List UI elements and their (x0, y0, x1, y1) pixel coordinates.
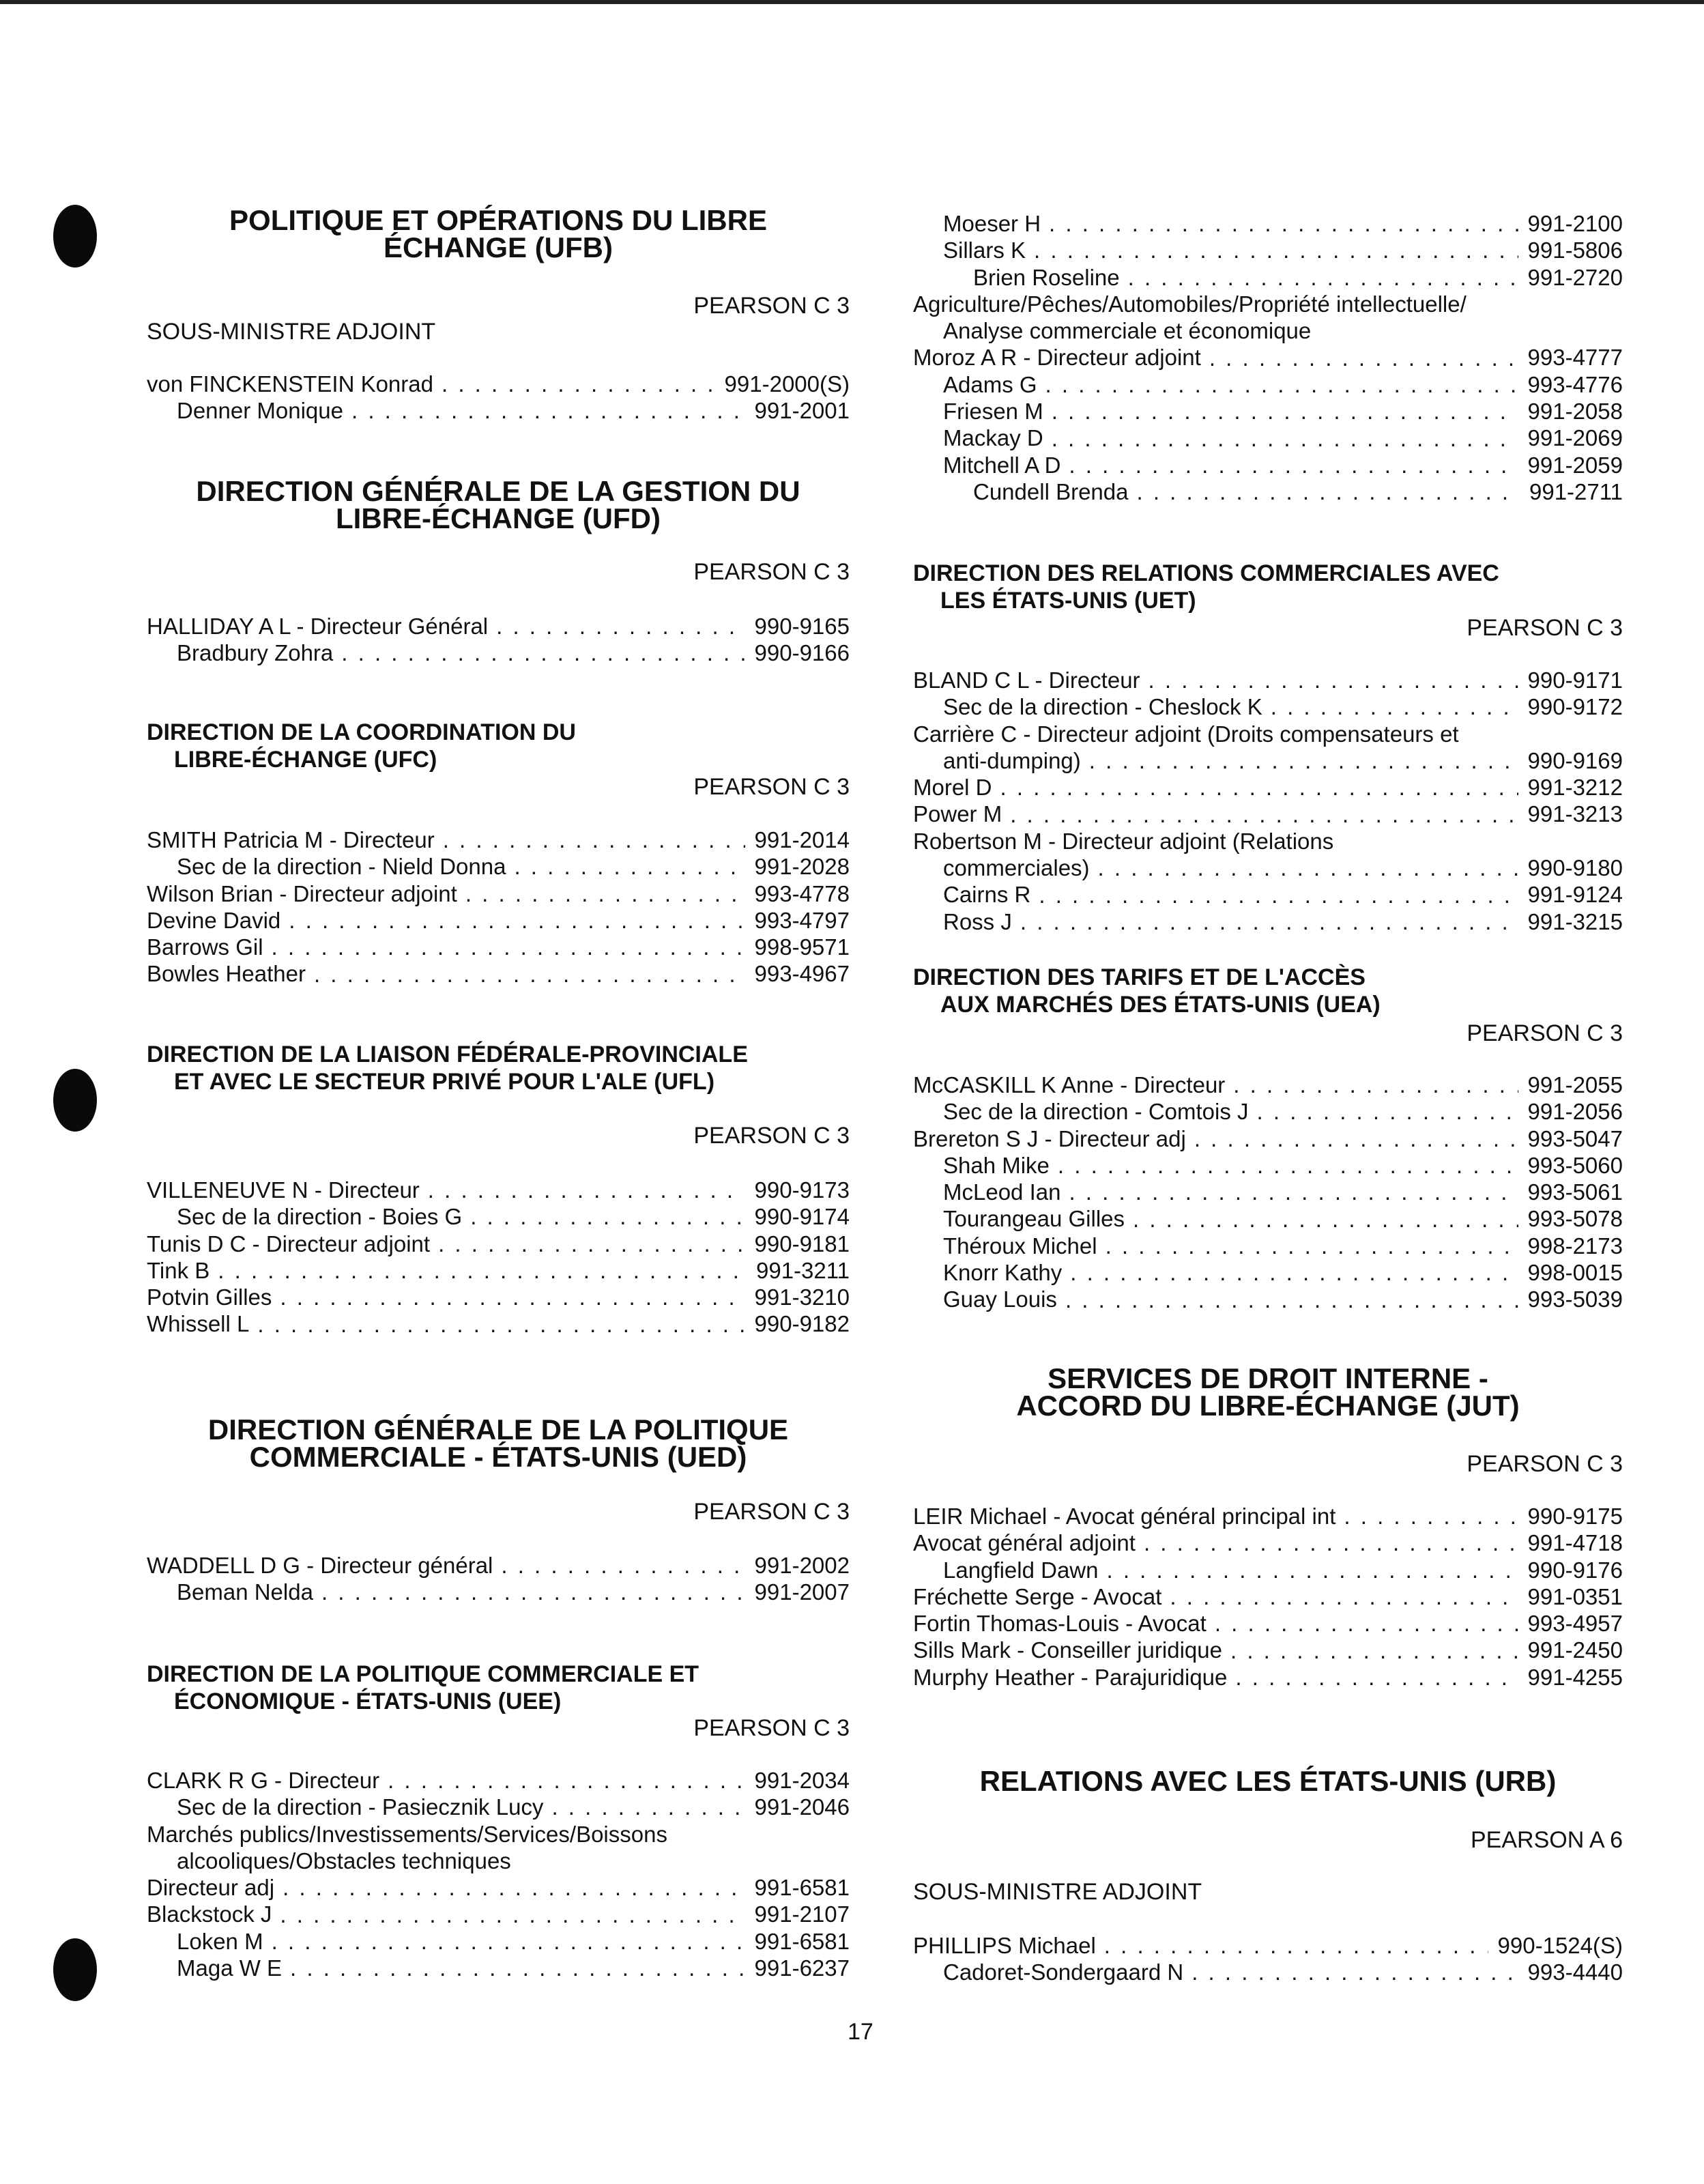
entry-name: Agriculture/Pêches/Automobiles/Propriété intellectuelle/ (913, 291, 1467, 317)
entry-phone: 993-4777 (1527, 345, 1623, 371)
building-ued: PEARSON C 3 (693, 1499, 850, 1525)
directory-entry (913, 801, 1623, 827)
section-heading-ufb: POLITIQUE ET OPÉRATIONS DU LIBRE ÉCHANGE (UFB) (229, 204, 767, 263)
entry-name: Marchés publics/Investissements/Services/Boissons (147, 1821, 667, 1847)
entry-name: Sec de la direction - Pasiecznik Lucy (177, 1794, 544, 1820)
entry-name: Wilson Brian - Directeur adjoint (147, 880, 457, 906)
entry-name: anti-dumping) (943, 747, 1081, 773)
dot-leader (1344, 1503, 1518, 1529)
entries-uee (147, 1767, 850, 1981)
dot-leader (1069, 452, 1518, 478)
entry-phone: 991-3211 (755, 1257, 850, 1283)
directory-entry (147, 1874, 850, 1901)
entry-phone: 990-9173 (754, 1177, 850, 1203)
entry-name: Sec de la direction - Boies G (177, 1204, 463, 1230)
entry-name: Adams G (943, 371, 1037, 397)
entry-name: Fortin Thomas-Louis - Avocat (913, 1611, 1207, 1637)
dot-leader (1209, 345, 1518, 371)
entry-phone: 990-9169 (1527, 747, 1623, 773)
dot-leader (470, 1203, 745, 1230)
directory-entry (147, 613, 850, 640)
dot-leader (1089, 747, 1518, 774)
entry-phone: 993-5039 (1527, 1287, 1623, 1312)
entry-name: Blackstock J (147, 1901, 272, 1927)
entry-name: Knorr Kathy (943, 1260, 1063, 1286)
entry-phone: 991-2001 (754, 398, 850, 424)
entry-name: von FINCKENSTEIN Konrad (147, 371, 433, 397)
dot-leader (1107, 1557, 1518, 1583)
entries-ufd (147, 613, 850, 667)
entry-phone: 990-9181 (754, 1231, 850, 1256)
directory-entry (147, 1821, 850, 1848)
directory-entry (147, 1848, 850, 1874)
entry-name: Sec de la direction - Cheslock K (943, 694, 1262, 720)
entry-name: Shah Mike (943, 1152, 1050, 1178)
entries-ufl (147, 1177, 850, 1338)
section-heading-ued: DIRECTION GÉNÉRALE DE LA POLITIQUE COMMERCIALE - ÉTATS-UNIS (UED) (207, 1413, 789, 1473)
entry-name: Maga W E (177, 1955, 283, 1981)
directory-entry (913, 1637, 1623, 1663)
dot-leader (1170, 1583, 1518, 1610)
entry-phone: 991-2450 (1527, 1637, 1623, 1663)
building-ufb: PEARSON C 3 (693, 293, 850, 319)
entry-name: Barrows Gil (147, 934, 263, 960)
dot-leader (272, 1928, 745, 1955)
entry-name: Analyse commerciale et économique (943, 318, 1312, 344)
directory-entry (913, 1072, 1623, 1098)
dot-leader (1106, 1233, 1518, 1259)
entry-phone: 991-6581 (754, 1875, 850, 1901)
dot-leader (1149, 667, 1518, 693)
directory-entry (913, 344, 1623, 371)
dot-leader (514, 853, 745, 880)
section-heading-urb: RELATIONS AVEC LES ÉTATS-UNIS (URB) (979, 1765, 1557, 1797)
entry-phone: 991-0351 (1527, 1583, 1623, 1609)
dot-leader (1144, 1529, 1518, 1556)
directory-entry (913, 881, 1623, 908)
building-uea: PEARSON C 3 (1467, 1020, 1623, 1046)
entry-name: Langfield Dawn (943, 1557, 1099, 1583)
entry-phone: 991-6581 (754, 1928, 850, 1954)
directory-entry (913, 264, 1623, 291)
directory-entry (913, 210, 1623, 237)
dot-leader (272, 934, 745, 960)
entries-uet (913, 667, 1623, 935)
directory-entry (913, 1233, 1623, 1259)
entry-name: BLAND C L - Directeur (913, 667, 1140, 693)
entries-urb (913, 1932, 1623, 1986)
directory-entry (913, 774, 1623, 801)
building-uet: PEARSON C 3 (1467, 615, 1623, 641)
dot-leader (1133, 1206, 1518, 1233)
entry-phone: 993-5047 (1527, 1125, 1623, 1151)
entry-name: Morel D (913, 775, 992, 801)
dot-leader (465, 880, 745, 907)
punch-hole-bottom (53, 1938, 97, 2001)
entry-phone: 991-2007 (754, 1579, 850, 1605)
punch-hole-middle (53, 1069, 97, 1132)
entry-name: Cundell Brenda (973, 478, 1129, 504)
entry-name: Théroux Michel (943, 1233, 1097, 1259)
entry-name: SMITH Patricia M - Directeur (147, 827, 435, 852)
entry-name: WADDELL D G - Directeur général (147, 1553, 493, 1578)
entries-ued (147, 1552, 850, 1606)
entry-phone: 991-4255 (1527, 1664, 1623, 1690)
dot-leader (501, 1552, 745, 1579)
directory-entry (913, 1205, 1623, 1232)
dot-leader (1069, 1179, 1518, 1205)
dot-leader (1000, 774, 1518, 801)
entry-name: Guay Louis (943, 1287, 1057, 1312)
directory-entry (147, 1579, 850, 1605)
dot-leader (1039, 882, 1518, 908)
entry-phone: 990-9175 (1527, 1504, 1623, 1529)
entry-phone: 998-0015 (1527, 1260, 1623, 1286)
directory-entry (913, 1098, 1623, 1125)
entry-phone: 990-9166 (754, 640, 850, 666)
dot-leader (442, 371, 715, 397)
dot-leader (1070, 1259, 1518, 1286)
entry-phone: 993-5061 (1527, 1179, 1623, 1205)
directory-entry (913, 1664, 1623, 1691)
entry-name: Loken M (177, 1928, 263, 1954)
entries-jut (913, 1503, 1623, 1691)
section-heading-uee: DIRECTION DE LA POLITIQUE COMMERCIALE ET ÉCONOMIQUE - ÉTATS-UNIS (UEE) (147, 1661, 699, 1714)
entry-phone: 991-2711 (1529, 478, 1623, 504)
dot-leader (428, 1177, 745, 1203)
directory-entry (147, 1257, 850, 1284)
entries-continued (913, 210, 1623, 505)
directory-entry (913, 1286, 1623, 1312)
entry-name: Brereton S J - Directeur adj (913, 1125, 1186, 1151)
entries-ufb (147, 371, 850, 425)
entry-name: Tourangeau Gilles (943, 1206, 1125, 1232)
directory-entry (147, 1794, 850, 1820)
directory-entry (147, 853, 850, 880)
directory-entry (913, 398, 1623, 425)
entry-name: Sec de la direction - Comtois J (943, 1099, 1249, 1125)
directory-entry (147, 1310, 850, 1337)
entry-name: Tunis D C - Directeur adjoint (147, 1231, 431, 1256)
building-ufd: PEARSON C 3 (693, 559, 850, 585)
dot-leader (351, 397, 745, 424)
entry-name: Moeser H (943, 211, 1041, 236)
directory-entry (913, 667, 1623, 693)
entry-phone: 991-2055 (1527, 1072, 1623, 1097)
directory-entry (913, 1152, 1623, 1179)
directory-entry (147, 880, 850, 907)
directory-entry (913, 693, 1623, 720)
section-heading-ufl: DIRECTION DE LA LIAISON FÉDÉRALE-PROVINCIALE ET AVEC LE SECTEUR PRIVÉ POUR L'ALE (UFL) (147, 1041, 748, 1095)
directory-entry (913, 1259, 1623, 1286)
entry-phone: 990-9176 (1527, 1557, 1623, 1583)
directory-entry (147, 827, 850, 853)
entry-phone: 991-3212 (1527, 775, 1623, 801)
directory-entry (147, 1767, 850, 1794)
directory-entry (913, 747, 1623, 774)
directory-entry (913, 854, 1623, 881)
entry-name: Ross J (943, 908, 1012, 934)
dot-leader (1020, 908, 1518, 935)
section-heading-uea: DIRECTION DES TARIFS ET DE L'ACCÈS AUX MARCHÉS DES ÉTATS-UNIS (UEA) (913, 964, 1381, 1018)
entry-phone: 991-2014 (754, 827, 850, 852)
dot-leader (443, 827, 745, 853)
section-heading-uet: DIRECTION DES RELATIONS COMMERCIALES AVEC LES ÉTATS-UNIS (UET) (913, 560, 1499, 614)
entry-name: VILLENEUVE N - Directeur (147, 1177, 420, 1203)
entry-name: Brien Roseline (973, 264, 1120, 290)
dot-leader (1192, 1959, 1518, 1985)
entry-phone: 991-2046 (754, 1794, 850, 1820)
dot-leader (1052, 398, 1518, 425)
dot-leader (1098, 854, 1518, 881)
entry-phone: 993-4967 (754, 961, 850, 987)
directory-entry (147, 960, 850, 987)
directory-entry (147, 1955, 850, 1981)
entry-phone: 998-2173 (1527, 1233, 1623, 1259)
entry-phone: 991-2100 (1527, 211, 1623, 236)
entry-phone: 990-9180 (1527, 855, 1623, 881)
dot-leader (321, 1579, 745, 1605)
building-uee: PEARSON C 3 (693, 1715, 850, 1741)
dot-leader (289, 907, 745, 934)
directory-entry (147, 1901, 850, 1927)
entry-phone: 990-9165 (754, 614, 850, 639)
entry-name: Friesen M (943, 399, 1043, 425)
directory-entry (913, 478, 1623, 505)
directory-entry (147, 397, 850, 424)
dot-leader (551, 1794, 745, 1820)
entry-name: McCASKILL K Anne - Directeur (913, 1072, 1226, 1097)
entries-uea (913, 1072, 1623, 1313)
entry-name: McLeod Ian (943, 1179, 1061, 1205)
directory-entry (913, 1610, 1623, 1637)
building-ufl: PEARSON C 3 (693, 1123, 850, 1149)
entry-phone: 990-9174 (754, 1204, 850, 1230)
directory-entry (913, 1503, 1623, 1529)
label-sous-ministre-urb: SOUS-MINISTRE ADJOINT (913, 1879, 1202, 1905)
entry-name: Potvin Gilles (147, 1284, 272, 1310)
entry-name: Devine David (147, 907, 281, 933)
dot-leader (496, 613, 745, 640)
dot-leader (1215, 1610, 1518, 1637)
entry-name: Whissell L (147, 1311, 250, 1337)
building-jut: PEARSON C 3 (1467, 1451, 1623, 1477)
entry-name: Avocat général adjoint (913, 1530, 1136, 1556)
entry-phone: 991-2034 (754, 1768, 850, 1793)
dot-leader (1052, 425, 1518, 452)
entry-phone: 993-5078 (1527, 1206, 1623, 1232)
entry-phone: 998-9571 (754, 934, 850, 960)
directory-entry (913, 237, 1623, 263)
entry-name: Sills Mark - Conseiller juridique (913, 1637, 1222, 1663)
entry-name: Sillars K (943, 238, 1026, 263)
entry-phone: 991-2720 (1527, 264, 1623, 290)
section-heading-ufd: DIRECTION GÉNÉRALE DE LA GESTION DU LIBRE-ÉCHANGE (UFD) (196, 475, 800, 534)
directory-entry (147, 1284, 850, 1310)
directory-entry (913, 1932, 1623, 1959)
directory-entry (147, 1231, 850, 1257)
building-urb: PEARSON A 6 (1471, 1827, 1623, 1853)
dot-leader (1257, 1098, 1518, 1125)
directory-entry (913, 828, 1623, 854)
entry-name: Directeur adj (147, 1875, 275, 1901)
directory-entry (147, 907, 850, 934)
label-sous-ministre-ufb: SOUS-MINISTRE ADJOINT (147, 319, 436, 345)
page-number: 17 (848, 2019, 873, 2045)
entry-name: Bowles Heather (147, 961, 306, 987)
entry-phone: 990-9171 (1527, 667, 1623, 693)
left-column (147, 0, 850, 2184)
entry-phone: 990-9182 (754, 1311, 850, 1337)
entry-phone: 991-2069 (1527, 425, 1623, 451)
entry-phone: 991-3210 (754, 1284, 850, 1310)
entry-phone: 993-4957 (1527, 1611, 1623, 1637)
entry-name: Sec de la direction - Nield Donna (177, 854, 506, 880)
dot-leader (314, 961, 745, 988)
dot-leader (1034, 237, 1518, 263)
entry-name: Tink B (147, 1257, 210, 1283)
entry-name: Mackay D (943, 425, 1043, 451)
directory-entry (913, 1959, 1623, 1985)
directory-entry (913, 1125, 1623, 1152)
entry-name: LEIR Michael - Avocat général principal int (913, 1504, 1336, 1529)
entry-phone: 993-4776 (1527, 371, 1623, 397)
dot-leader (280, 1901, 745, 1928)
entry-name: Fréchette Serge - Avocat (913, 1583, 1162, 1609)
entry-phone: 991-2002 (754, 1553, 850, 1578)
section-heading-ufc: DIRECTION DE LA COORDINATION DU LIBRE-ÉCHANGE (UFC) (147, 719, 576, 773)
directory-entry (913, 1557, 1623, 1583)
dot-leader (1065, 1287, 1518, 1313)
dot-leader (1230, 1637, 1518, 1664)
dot-leader (1235, 1664, 1518, 1691)
entry-name: HALLIDAY A L - Directeur Général (147, 614, 489, 639)
directory-entry (147, 371, 850, 397)
entry-phone: 990-9172 (1527, 694, 1623, 720)
directory-entry (913, 317, 1623, 344)
dot-leader (1194, 1125, 1518, 1152)
directory-entry (913, 291, 1623, 317)
dot-leader (1128, 264, 1518, 291)
dot-leader (1058, 1152, 1518, 1179)
entry-phone: 993-5060 (1527, 1152, 1623, 1178)
directory-entry (913, 908, 1623, 935)
section-heading-jut: SERVICES DE DROIT INTERNE - ACCORD DU LIBRE-ÉCHANGE (JUT) (1016, 1362, 1520, 1422)
entry-name: Cadoret-Sondergaard N (943, 1959, 1184, 1985)
entry-name: CLARK R G - Directeur (147, 1768, 380, 1793)
entry-phone: 991-3213 (1527, 801, 1623, 827)
entry-phone: 991-9124 (1527, 882, 1623, 908)
dot-leader (257, 1311, 745, 1338)
dot-leader (290, 1955, 745, 1981)
dot-leader (388, 1767, 745, 1794)
right-column (913, 0, 1623, 2184)
entry-name: PHILLIPS Michael (913, 1933, 1096, 1958)
directory-entry (913, 1583, 1623, 1610)
entry-name: alcooliques/Obstacles techniques (177, 1848, 511, 1873)
directory-entry (913, 371, 1623, 398)
dot-leader (1010, 801, 1518, 828)
dot-leader (1233, 1072, 1518, 1098)
entry-phone: 991-5806 (1527, 238, 1623, 263)
dot-leader (283, 1874, 745, 1901)
directory-entry (913, 425, 1623, 451)
dot-leader (218, 1257, 747, 1284)
entry-name: Cairns R (943, 882, 1031, 908)
entry-name: commerciales) (943, 855, 1090, 881)
entry-phone: 991-2059 (1527, 452, 1623, 478)
directory-entry (147, 1177, 850, 1203)
entry-name: Moroz A R - Directeur adjoint (913, 345, 1201, 371)
entry-name: Power M (913, 801, 1002, 827)
directory-entry (913, 1179, 1623, 1205)
entries-ufc (147, 827, 850, 988)
entry-phone: 991-2107 (754, 1901, 850, 1927)
entry-phone: 993-4440 (1527, 1959, 1623, 1985)
dot-leader (280, 1284, 745, 1310)
dot-leader (1049, 210, 1518, 237)
directory-entry (147, 640, 850, 666)
entry-phone: 991-2058 (1527, 399, 1623, 425)
entry-phone: 991-2000(S) (724, 371, 850, 397)
entry-phone: 991-2056 (1527, 1099, 1623, 1125)
dot-leader (438, 1231, 745, 1257)
dot-leader (341, 640, 745, 666)
entry-name: Bradbury Zohra (177, 640, 334, 666)
entry-phone: 993-4778 (754, 880, 850, 906)
entry-phone: 993-4797 (754, 907, 850, 933)
directory-entry (147, 1552, 850, 1579)
entry-phone: 990-1524(S) (1497, 1933, 1623, 1958)
entry-phone: 991-2028 (754, 854, 850, 880)
building-ufc: PEARSON C 3 (693, 774, 850, 800)
entry-name: Carrière C - Directeur adjoint (Droits compensateurs et (913, 721, 1459, 747)
directory-entry (147, 1203, 850, 1230)
entry-name: Beman Nelda (177, 1579, 313, 1605)
entry-name: Denner Monique (177, 398, 343, 424)
dot-leader (1104, 1932, 1488, 1959)
dot-leader (1137, 478, 1520, 505)
entry-name: Murphy Heather - Parajuridique (913, 1664, 1228, 1690)
directory-entry (913, 1529, 1623, 1556)
entry-name: Robertson M - Directeur adjoint (Relations (913, 828, 1334, 854)
directory-entry (147, 1928, 850, 1955)
entry-phone: 991-3215 (1527, 908, 1623, 934)
entry-phone: 991-6237 (754, 1955, 850, 1981)
entry-name: Mitchell A D (943, 452, 1061, 478)
directory-entry (913, 452, 1623, 478)
entry-phone: 991-4718 (1527, 1530, 1623, 1556)
punch-hole-top (53, 205, 97, 268)
directory-entry (913, 721, 1623, 747)
dot-leader (1271, 693, 1518, 720)
dot-leader (1045, 371, 1518, 398)
directory-entry (147, 934, 850, 960)
